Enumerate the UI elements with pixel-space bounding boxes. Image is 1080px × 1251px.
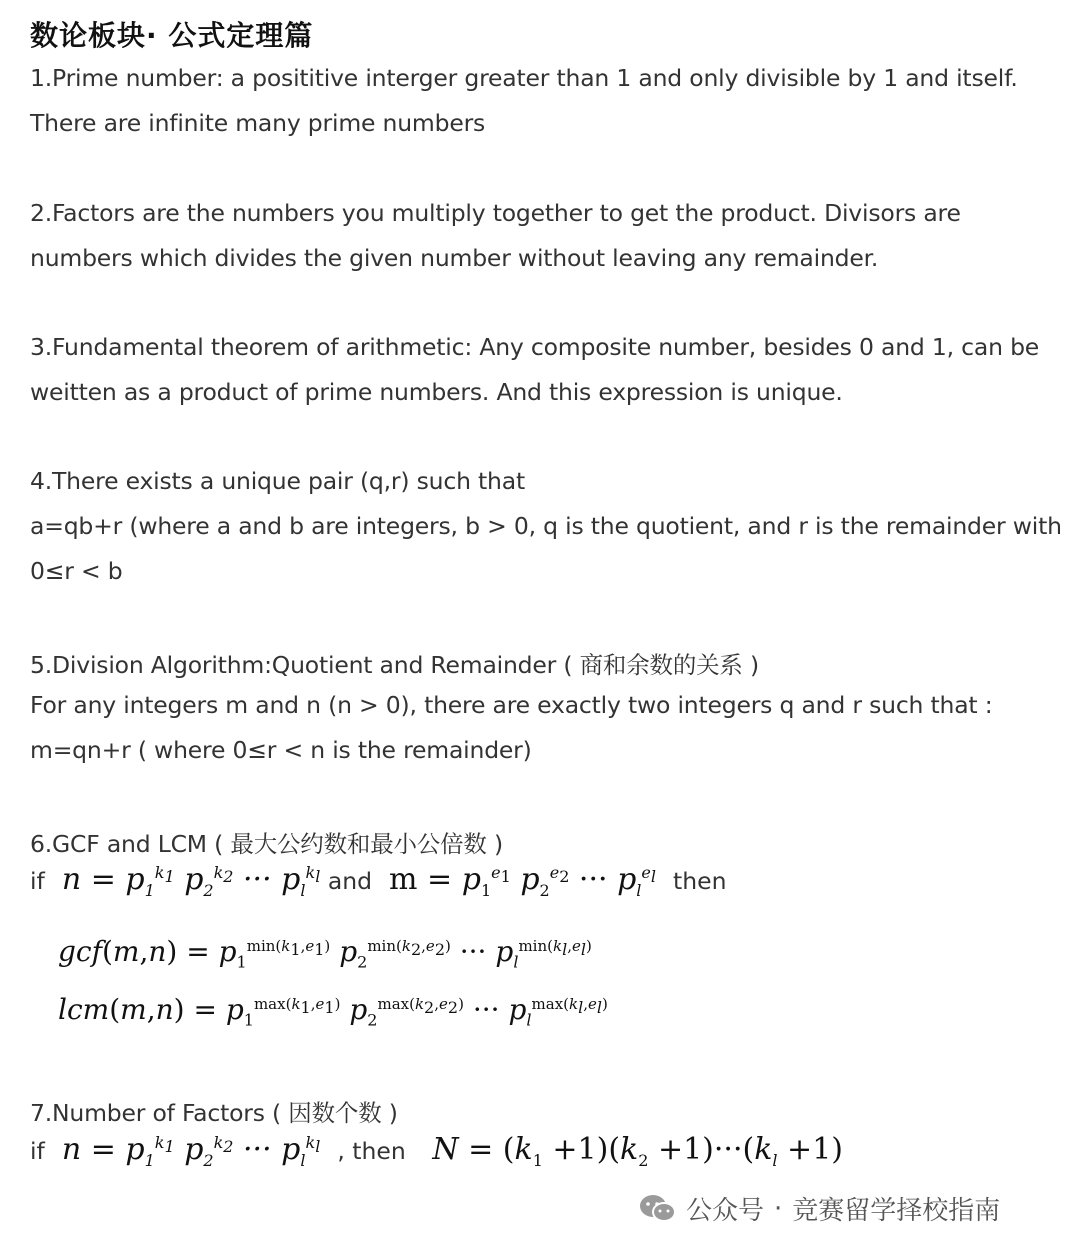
page-title: 数论板块· 公式定理篇: [30, 19, 314, 52]
item-4-line-3: 0≤r < b: [30, 557, 123, 585]
footer-watermark: [638, 1190, 1000, 1227]
item-6-factorization: [30, 862, 727, 900]
footer-separator: ·: [774, 1193, 783, 1224]
footer-source: 公众号: [686, 1196, 765, 1226]
item-7-then: , then: [337, 1137, 406, 1165]
item-3-line-2: weitten as a product of prime numbers. And this expression is unique.: [30, 378, 843, 406]
item-6-then: then: [673, 867, 727, 895]
item-7-line-1: 7.Number of Factors ( 因数个数 ): [30, 1099, 398, 1127]
item-5-line-1: 5.Division Algorithm:Quotient and Remainder ( 商和余数的关系 ): [30, 651, 759, 679]
item-6-if: if: [30, 867, 45, 895]
item-5-line-2: For any integers m and n (n > 0), there are exactly two integers q and r such that :: [30, 691, 993, 719]
item-6-n-expression: $n = p_1^{k_1}$ $p_2^{k_2}$ ··· $p_l^{k_l}$: [52, 862, 321, 900]
item-4-line-2: a=qb+r (where a and b are integers, b > 0, q is the quotient, and r is the remainder with: [30, 512, 1062, 540]
item-7-formula-row: [30, 1132, 843, 1170]
item-6-and: and: [327, 867, 373, 895]
wechat-icon: [638, 1193, 678, 1225]
item-3-line-1: 3.Fundamental theorem of arithmetic: Any composite number, besides 0 and 1, can be: [30, 333, 1040, 361]
item-7-n-expression: $n = p_1^{k_1}$ $p_2^{k_2}$ ··· $p_l^{k_l}$: [52, 1132, 321, 1170]
gcf-formula: $gcf(m,n) = p_1^{min(k_1,e_1)}$ $p_2^{min(k_2,e_2)}$ ··· $p_l^{min(k_l,e_l)}$: [58, 935, 592, 972]
item-1-line-2: There are infinite many prime numbers: [30, 109, 486, 137]
item-2-line-2: numbers which divides the given number without leaving any remainder.: [30, 244, 879, 272]
item-7-if: if: [30, 1137, 45, 1165]
item-4-line-1: 4.There exists a unique pair (q,r) such that: [30, 467, 525, 495]
item-6-line-1: 6.GCF and LCM ( 最大公约数和最小公倍数 ): [30, 830, 503, 858]
item-6-m-expression: $m = p_1^{e_1}$ $p_2^{e_2}$ ··· $p_l^{e_l}$: [379, 862, 657, 900]
footer-account: 竞赛留学择校指南: [792, 1196, 1001, 1226]
item-5-line-3: m=qn+r ( where 0≤r < n is the remainder): [30, 736, 532, 764]
item-7-count-formula: $N = (k_1 +1)(k_2 +1)\cdot\cdot\cdot(k_l +1)$: [432, 1132, 843, 1170]
lcm-formula: $lcm(m,n) = p_1^{max(k_1,e_1)}$ $p_2^{max(k_2,e_2)}$ ··· $p_l^{max(k_l,e_l)}$: [58, 993, 608, 1030]
item-2-line-1: 2.Factors are the numbers you multiply together to get the product. Divisors are: [30, 199, 961, 227]
item-1-line-1: 1.Prime number: a posititive interger greater than 1 and only divisible by 1 and itself.: [30, 64, 1018, 92]
